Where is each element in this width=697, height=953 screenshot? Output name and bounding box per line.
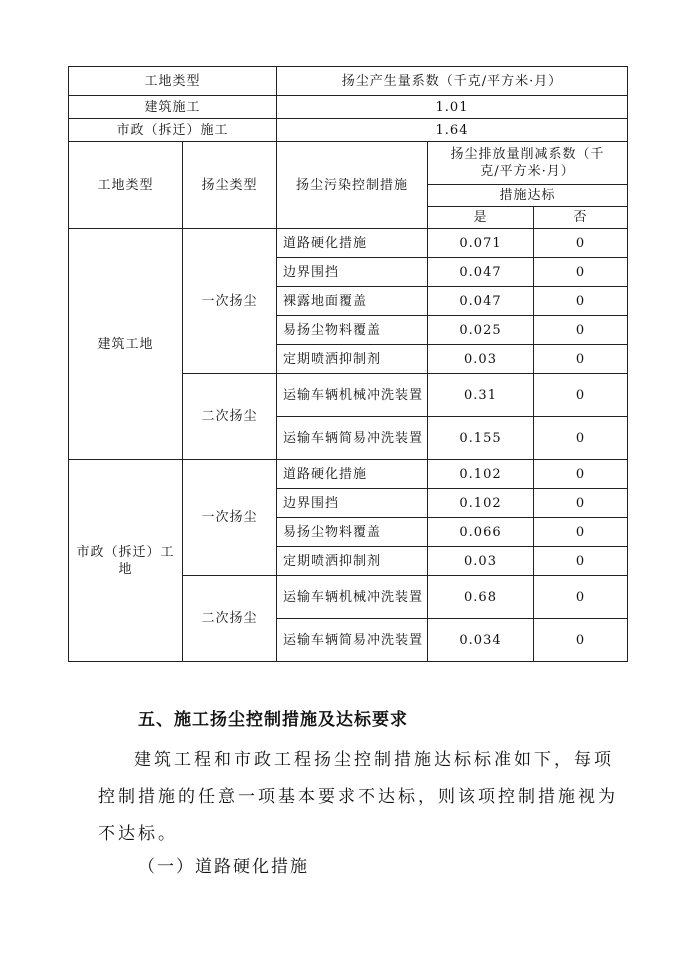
no-value: 0 bbox=[534, 345, 628, 374]
section-paragraph: 建筑工程和市政工程扬尘控制措施达标标准如下，每项控制措施的任意一项基本要求不达标，则该项控制措施视为不达标。 bbox=[98, 750, 618, 844]
yes-value: 0.68 bbox=[428, 576, 534, 619]
no-value: 0 bbox=[534, 547, 628, 576]
generation-value: 1.01 bbox=[277, 96, 628, 119]
yes-value: 0.31 bbox=[428, 374, 534, 417]
measure-cell: 运输车辆简易冲洗装置 bbox=[277, 619, 428, 662]
measure-cell: 边界围挡 bbox=[277, 258, 428, 287]
no-value: 0 bbox=[534, 287, 628, 316]
dust-type-cell: 二次扬尘 bbox=[183, 374, 277, 460]
yes-value: 0.066 bbox=[428, 518, 534, 547]
header-dust-type: 扬尘类型 bbox=[183, 142, 277, 229]
measure-cell: 边界围挡 bbox=[277, 489, 428, 518]
measure-cell: 定期喷洒抑制剂 bbox=[277, 547, 428, 576]
header-site-type: 工地类型 bbox=[69, 142, 183, 229]
measure-cell: 运输车辆机械冲洗装置 bbox=[277, 576, 428, 619]
no-value: 0 bbox=[534, 417, 628, 460]
header-no: 否 bbox=[534, 207, 628, 229]
no-value: 0 bbox=[534, 518, 628, 547]
no-value: 0 bbox=[534, 460, 628, 489]
site-cell: 建筑工地 bbox=[69, 229, 183, 460]
measure-cell: 运输车辆简易冲洗装置 bbox=[277, 417, 428, 460]
no-value: 0 bbox=[534, 576, 628, 619]
site-cell: 建筑施工 bbox=[69, 96, 277, 119]
site-cell: 市政（拆迁）工地 bbox=[69, 460, 183, 662]
subsection-heading: （一）道路硬化措施 bbox=[138, 857, 309, 877]
yes-value: 0.047 bbox=[428, 258, 534, 287]
header-yes: 是 bbox=[428, 207, 534, 229]
no-value: 0 bbox=[534, 489, 628, 518]
no-value: 0 bbox=[534, 316, 628, 345]
dust-coefficient-table bbox=[68, 66, 628, 662]
dust-type-cell: 二次扬尘 bbox=[183, 576, 277, 662]
header-site-type: 工地类型 bbox=[69, 67, 277, 96]
no-value: 0 bbox=[534, 619, 628, 662]
yes-value: 0.034 bbox=[428, 619, 534, 662]
measure-cell: 易扬尘物料覆盖 bbox=[277, 518, 428, 547]
yes-value: 0.155 bbox=[428, 417, 534, 460]
measure-cell: 道路硬化措施 bbox=[277, 460, 428, 489]
header-control-measures: 扬尘污染控制措施 bbox=[277, 142, 428, 229]
yes-value: 0.102 bbox=[428, 460, 534, 489]
dust-type-cell: 一次扬尘 bbox=[183, 229, 277, 374]
measure-cell: 运输车辆机械冲洗装置 bbox=[277, 374, 428, 417]
header-reduction-coefficient: 扬尘排放量削减系数（千克/平方米·月） bbox=[428, 142, 628, 185]
yes-value: 0.071 bbox=[428, 229, 534, 258]
no-value: 0 bbox=[534, 258, 628, 287]
measure-cell: 裸露地面覆盖 bbox=[277, 287, 428, 316]
header-generation-coefficient: 扬尘产生量系数（千克/平方米·月） bbox=[277, 67, 628, 96]
yes-value: 0.102 bbox=[428, 489, 534, 518]
measure-cell: 定期喷洒抑制剂 bbox=[277, 345, 428, 374]
measure-cell: 道路硬化措施 bbox=[277, 229, 428, 258]
no-value: 0 bbox=[534, 374, 628, 417]
site-cell: 市政（拆迁）施工 bbox=[69, 119, 277, 142]
header-compliance: 措施达标 bbox=[428, 185, 628, 207]
yes-value: 0.025 bbox=[428, 316, 534, 345]
yes-value: 0.03 bbox=[428, 345, 534, 374]
measure-cell: 易扬尘物料覆盖 bbox=[277, 316, 428, 345]
no-value: 0 bbox=[534, 229, 628, 258]
generation-value: 1.64 bbox=[277, 119, 628, 142]
dust-type-cell: 一次扬尘 bbox=[183, 460, 277, 576]
yes-value: 0.03 bbox=[428, 547, 534, 576]
section-heading: 五、施工扬尘控制措施及达标要求 bbox=[138, 710, 408, 730]
yes-value: 0.047 bbox=[428, 287, 534, 316]
